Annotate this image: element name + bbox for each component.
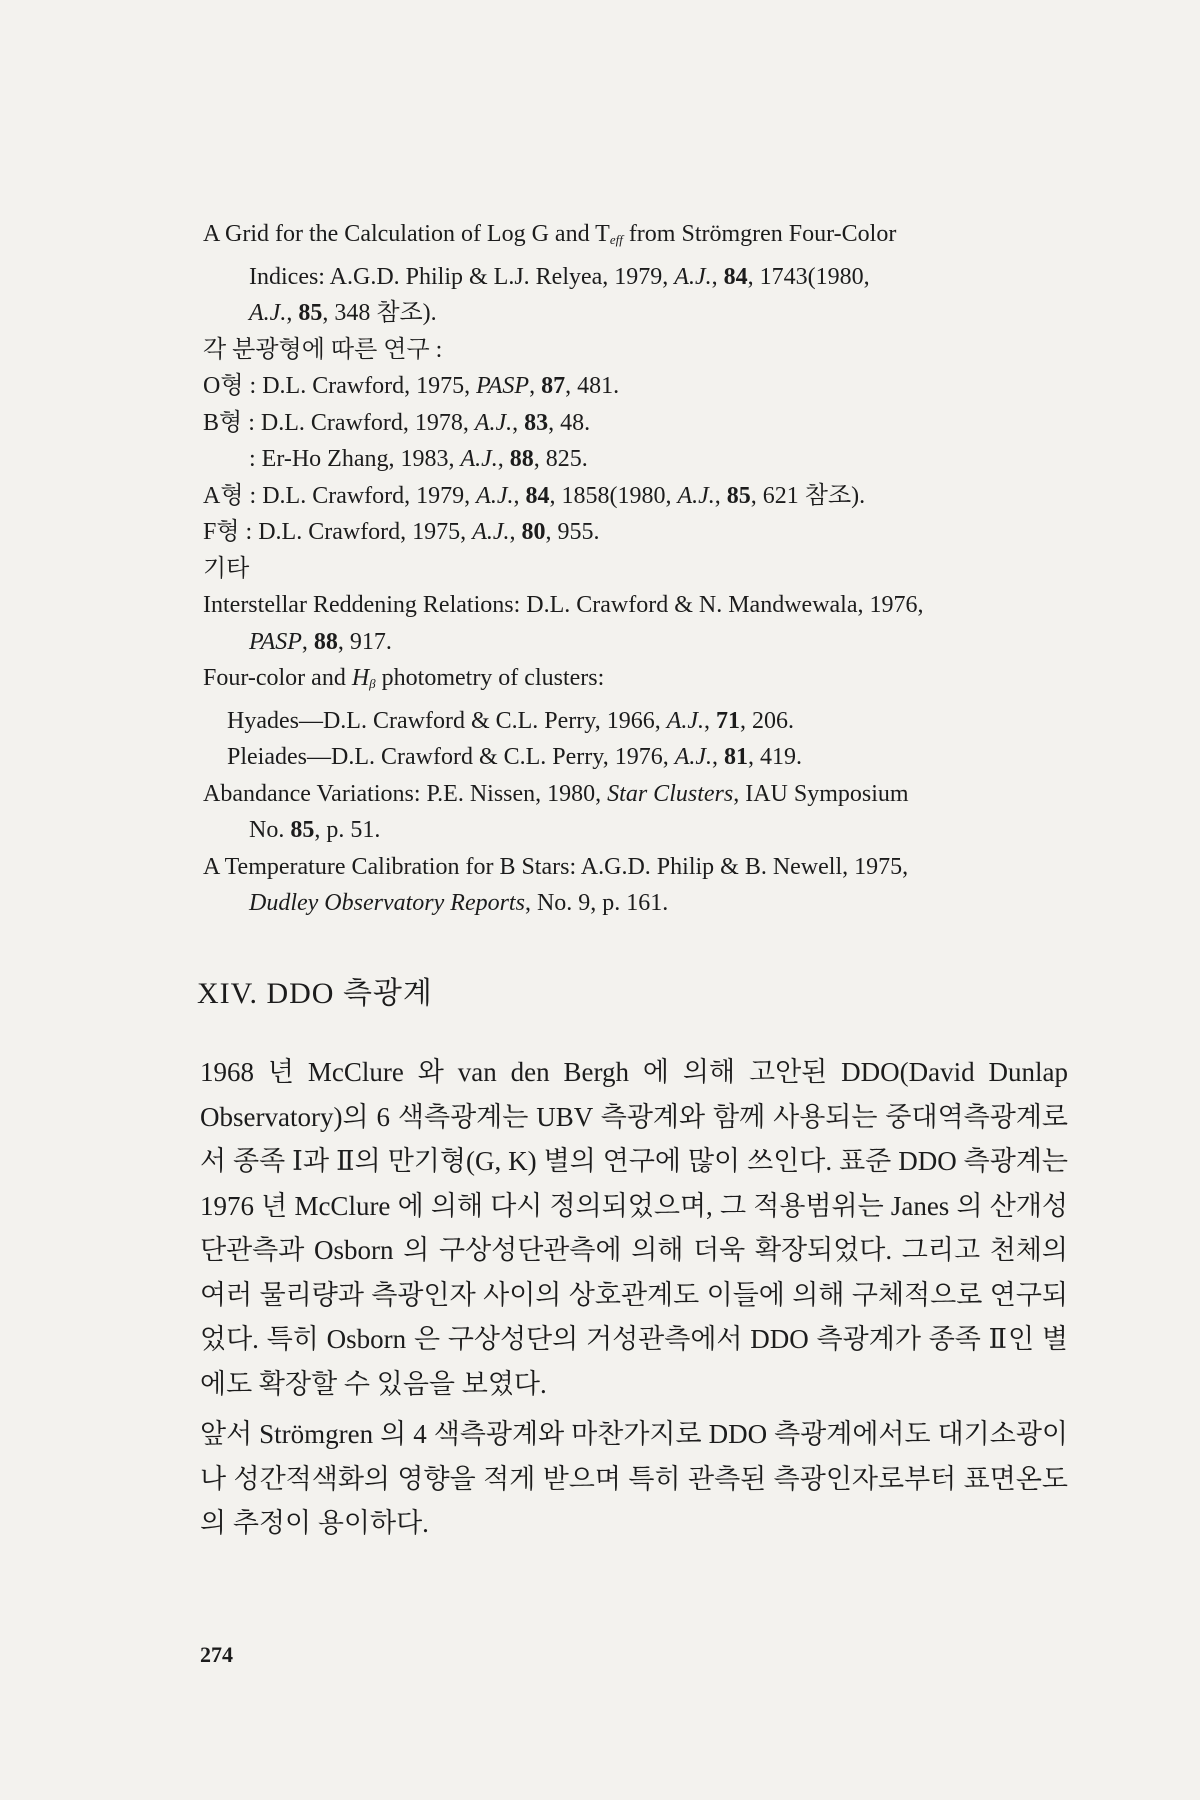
ref-text: Indices: A.G.D. Philip & L.J. Relyea, 1979, (249, 263, 675, 290)
ref-text: Hyades—D.L. Crawford & C.L. Perry, 1966, (227, 707, 667, 734)
reference-grid-calculation (203, 216, 1063, 332)
type-label: B형 (203, 409, 243, 436)
journal-name: A.J. (674, 744, 713, 770)
reference-o-type (203, 368, 1063, 405)
volume-number: 84 (525, 482, 550, 509)
volume-number: 88 (509, 446, 534, 472)
ref-text: , (714, 482, 727, 509)
type-label: A형 (203, 482, 244, 509)
volume-number: 85 (298, 300, 323, 326)
ref-text: , (704, 707, 717, 734)
volume-number: 85 (726, 482, 751, 509)
reference-b-type-2 (203, 441, 1063, 478)
ref-text: , (497, 446, 510, 472)
ref-text: : D.L. Crawford, 1975, (243, 373, 477, 399)
ref-text: : D.L. Crawford, 1978, (242, 409, 475, 436)
volume-number: 85 (290, 817, 315, 843)
ref-text: , 1858(1980, (549, 482, 678, 509)
ref-text: No. (249, 817, 291, 843)
volume-number: 87 (541, 373, 566, 399)
ref-text: , (711, 263, 724, 290)
ref-text: , 481. (565, 373, 620, 399)
reference-reddening (203, 587, 1063, 660)
ref-text: , 348 참조). (322, 300, 437, 326)
volume-number: 71 (716, 707, 741, 734)
ref-text: , 48. (548, 409, 591, 436)
ref-text: , 955. (545, 519, 600, 545)
ref-text: A Grid for the Calculation of Log G and T (203, 221, 610, 247)
ref-text: , 621 참조). (750, 482, 866, 509)
ref-text: , p. 51. (314, 817, 381, 843)
section-title-text: DDO 측광계 (266, 977, 433, 1010)
ref-text: , 1743(1980, (747, 263, 870, 290)
ref-text: , 206. (740, 707, 795, 734)
section-body (200, 1050, 1068, 1546)
ref-text: , (301, 628, 314, 655)
body-paragraph: 1968 년 McClure 와 van den Bergh 에 의해 고안된 DDO(David Dunlap Observatory)의 6 색측광계는 UBV 측광계와 함께 사용되는 중대역측광계로서 종족 Ⅰ과 Ⅱ의 만기형(G, K) 별의 연구에 많이 쓰인다. 표준 DDO 측광계는 1976 년 McClure 에 의해 다시 정의되었으며, 그 적용범위는 Janes 의 산개성단관측과 Osborn 의 구상성단관측에 의해 더욱 확장되었다. 그리고 천체의 여러 물리량과 측광인자 사이의 상호관계도 이들에 의해 구체적으로 연구되었다. 특히 Osborn 은 구상성단의 거성관측에서 DDO 측광계가 종족 Ⅱ인 별에도 확장할 수 있음을 보였다. (200, 1057, 1068, 1399)
type-label: F형 (203, 519, 240, 545)
journal-name: PASP (476, 373, 530, 399)
beta-subscript: β (369, 676, 376, 691)
reference-pleiades (203, 739, 1063, 776)
journal-name: Dudley Observatory Reports (249, 890, 525, 916)
ref-text: A Temperature Calibration for B Stars: A.G.D. Philip & B. Newell, 1975, (203, 853, 909, 880)
ref-text: : D.L. Crawford, 1979, (243, 482, 477, 509)
ref-text: , 917. (337, 628, 392, 655)
volume-number: 83 (524, 409, 549, 436)
volume-number: 81 (724, 744, 749, 770)
page-number: 274 (200, 1642, 233, 1667)
ref-text: , 825. (533, 446, 588, 472)
reference-a-type (203, 478, 1063, 515)
ref-text: , (512, 409, 525, 436)
volume-number: 88 (313, 628, 338, 655)
ref-text: , (286, 300, 299, 326)
journal-name: A.J. (476, 482, 514, 509)
h-symbol: H (351, 665, 370, 691)
teff-subscript: eff (609, 232, 623, 247)
ref-text: , 419. (748, 744, 803, 770)
volume-number: 84 (723, 263, 748, 290)
reference-hyades (203, 703, 1063, 740)
journal-name: A.J. (249, 300, 287, 326)
ref-text: , (513, 482, 526, 509)
reference-f-type (203, 514, 1063, 551)
reference-b-type (203, 405, 1063, 442)
ref-text: Pleiades—D.L. Crawford & C.L. Perry, 1976, (227, 744, 675, 770)
journal-name: A.J. (460, 446, 498, 472)
ref-text: Four-color and (203, 665, 352, 691)
journal-name: A.J. (666, 707, 705, 734)
body-paragraph: 앞서 Strömgren 의 4 색측광계와 마찬가지로 DDO 측광계에서도 대기소광이나 성간적색화의 영향을 적게 받으며 특히 관측된 측광인자로부터 표면온도의 추정이 용이하다. (200, 1419, 1068, 1538)
references-block (203, 216, 1063, 922)
type-label: O형 (203, 373, 244, 399)
other-heading: 기타 (203, 555, 250, 582)
ref-text: : Er-Ho Zhang, 1983, (249, 446, 461, 472)
ref-text: : D.L. Crawford, 1975, (239, 519, 473, 545)
ref-text: photometry of clusters: (375, 665, 605, 691)
reference-clusters-heading (203, 660, 1063, 703)
ref-text: , (529, 373, 542, 399)
reference-temperature-calibration (203, 849, 1063, 922)
journal-name: A.J. (674, 263, 712, 290)
reference-abundance (203, 776, 1063, 849)
ref-text: , (712, 744, 725, 770)
spectral-type-heading: 각 분광형에 따른 연구 : (203, 336, 443, 363)
ref-text: , (509, 519, 522, 545)
section-heading (197, 968, 433, 1012)
ref-text: Abandance Variations: P.E. Nissen, 1980, (203, 780, 608, 807)
journal-name: PASP (249, 628, 302, 655)
journal-name: A.J. (677, 482, 715, 509)
journal-name: Star Clusters (607, 780, 734, 807)
volume-number: 80 (521, 519, 546, 545)
ref-text: from Strömgren Four-Color (622, 221, 897, 247)
ref-text: , IAU Symposium (733, 780, 909, 807)
journal-name: A.J. (474, 409, 513, 436)
ref-text: Interstellar Reddening Relations: D.L. Crawford & N. Mandwewala, 1976, (203, 592, 924, 618)
section-number: XIV. (197, 977, 258, 1010)
ref-text: , No. 9, p. 161. (524, 890, 669, 916)
journal-name: A.J. (472, 519, 510, 545)
